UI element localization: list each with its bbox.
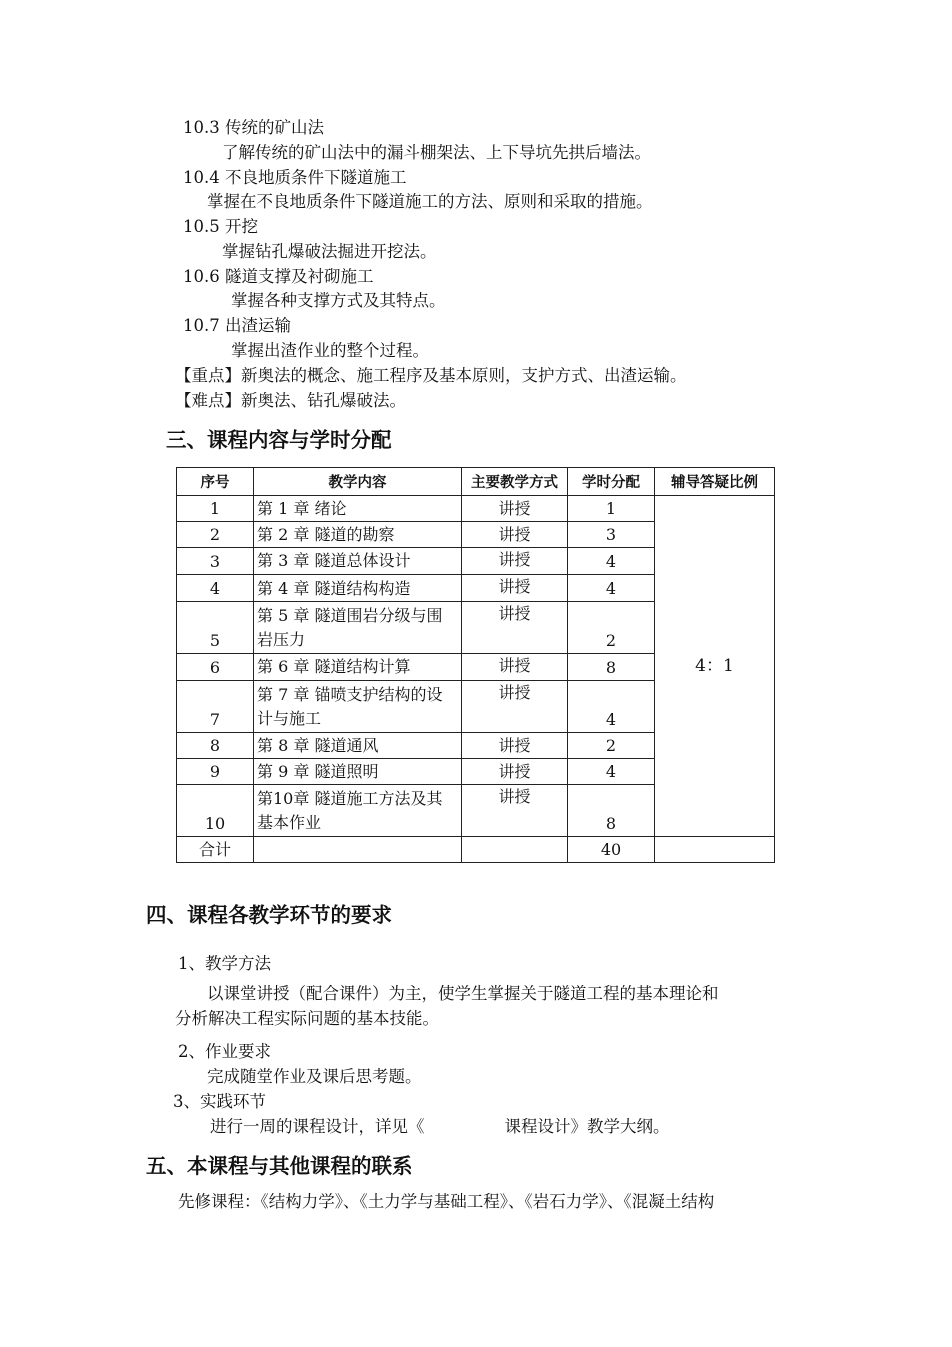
row-content: 第 5 章 隧道围岩分级与围岩压力	[254, 602, 462, 654]
row-hours: 8	[568, 654, 655, 681]
difficult-points: 【难点】新奥法、钻孔爆破法。	[175, 391, 406, 410]
table-total-row	[177, 837, 775, 863]
subsection-10-3: 10.3 传统的矿山法	[183, 118, 324, 137]
practice-desc: 进行一周的课程设计，详见《 课程设计》教学大纲。	[210, 1117, 670, 1136]
teaching-method-desc-line1: 以课堂讲授（配合课件）为主，使学生掌握关于隧道工程的基本理论和	[207, 984, 719, 1003]
row-no: 9	[177, 759, 254, 785]
subsection-10-3-desc: 了解传统的矿山法中的漏斗棚架法、上下导坑先拱后墙法。	[222, 143, 651, 162]
subsection-10-5: 10.5 开挖	[183, 217, 258, 236]
subsection-10-7: 10.7 出渣运输	[183, 316, 291, 335]
subsection-10-4-desc: 掌握在不良地质条件下隧道施工的方法、原则和采取的措施。	[207, 192, 653, 211]
row-no: 10	[177, 785, 254, 837]
total-content-empty	[254, 837, 462, 863]
subsection-10-4: 10.4 不良地质条件下隧道施工	[183, 168, 407, 187]
row-hours: 3	[568, 522, 655, 548]
section-5-heading: 五、本课程与其他课程的联系	[146, 1154, 413, 1178]
practice-title: 3、实践环节	[173, 1092, 266, 1111]
row-method: 讲授	[462, 733, 568, 759]
row-no: 8	[177, 733, 254, 759]
homework-desc: 完成随堂作业及课后思考题。	[207, 1067, 422, 1086]
row-method: 讲授	[462, 602, 568, 654]
teaching-method-desc-line2: 分析解决工程实际问题的基本技能。	[175, 1009, 439, 1028]
row-hours: 4	[568, 681, 655, 733]
row-content: 第 9 章 隧道照明	[254, 759, 462, 785]
section-3-heading: 三、课程内容与学时分配	[166, 428, 392, 452]
row-content: 第 1 章 绪论	[254, 496, 462, 522]
row-no: 7	[177, 681, 254, 733]
row-hours: 4	[568, 575, 655, 602]
total-method-empty	[462, 837, 568, 863]
row-content: 第 6 章 隧道结构计算	[254, 654, 462, 681]
table-header-row	[177, 468, 775, 496]
row-no: 4	[177, 575, 254, 602]
total-ratio-empty	[655, 837, 775, 863]
course-schedule-table	[176, 467, 775, 863]
row-method: 讲授	[462, 575, 568, 602]
row-content: 第 7 章 锚喷支护结构的设计与施工	[254, 681, 462, 733]
row-content: 第10章 隧道施工方法及其基本作业	[254, 785, 462, 837]
row-method: 讲授	[462, 548, 568, 575]
row-content: 第 4 章 隧道结构构造	[254, 575, 462, 602]
table-row	[177, 496, 775, 522]
total-label: 合计	[177, 837, 254, 863]
teaching-method-title: 1、教学方法	[178, 954, 271, 973]
row-method: 讲授	[462, 681, 568, 733]
key-points: 【重点】新奥法的概念、施工程序及基本原则，支护方式、出渣运输。	[175, 366, 687, 385]
row-hours: 8	[568, 785, 655, 837]
row-content: 第 3 章 隧道总体设计	[254, 548, 462, 575]
prerequisite-courses: 先修课程：《结构力学》、《土力学与基础工程》、《岩石力学》、《混凝土结构	[178, 1192, 715, 1211]
section-4-heading: 四、课程各教学环节的要求	[146, 903, 392, 927]
row-method: 讲授	[462, 759, 568, 785]
row-no: 1	[177, 496, 254, 522]
homework-title: 2、作业要求	[178, 1042, 271, 1061]
row-no: 3	[177, 548, 254, 575]
row-hours: 2	[568, 733, 655, 759]
row-hours: 4	[568, 548, 655, 575]
row-method: 讲授	[462, 496, 568, 522]
row-method: 讲授	[462, 654, 568, 681]
header-ratio: 辅导答疑比例	[655, 468, 775, 496]
row-content: 第 2 章 隧道的勘察	[254, 522, 462, 548]
row-hours: 2	[568, 602, 655, 654]
row-hours: 4	[568, 759, 655, 785]
header-no: 序号	[177, 468, 254, 496]
subsection-10-5-desc: 掌握钻孔爆破法掘进开挖法。	[222, 242, 437, 261]
row-content: 第 8 章 隧道通风	[254, 733, 462, 759]
subsection-10-6-desc: 掌握各种支撑方式及其特点。	[231, 291, 446, 310]
row-no: 6	[177, 654, 254, 681]
row-hours: 1	[568, 496, 655, 522]
row-no: 2	[177, 522, 254, 548]
header-method: 主要教学方式	[462, 468, 568, 496]
ratio-cell: 4：1	[655, 496, 775, 837]
row-method: 讲授	[462, 785, 568, 837]
header-content: 教学内容	[254, 468, 462, 496]
row-method: 讲授	[462, 522, 568, 548]
row-no: 5	[177, 602, 254, 654]
total-hours: 40	[568, 837, 655, 863]
header-hours: 学时分配	[568, 468, 655, 496]
subsection-10-7-desc: 掌握出渣作业的整个过程。	[231, 341, 429, 360]
subsection-10-6: 10.6 隧道支撑及衬砌施工	[183, 267, 374, 286]
